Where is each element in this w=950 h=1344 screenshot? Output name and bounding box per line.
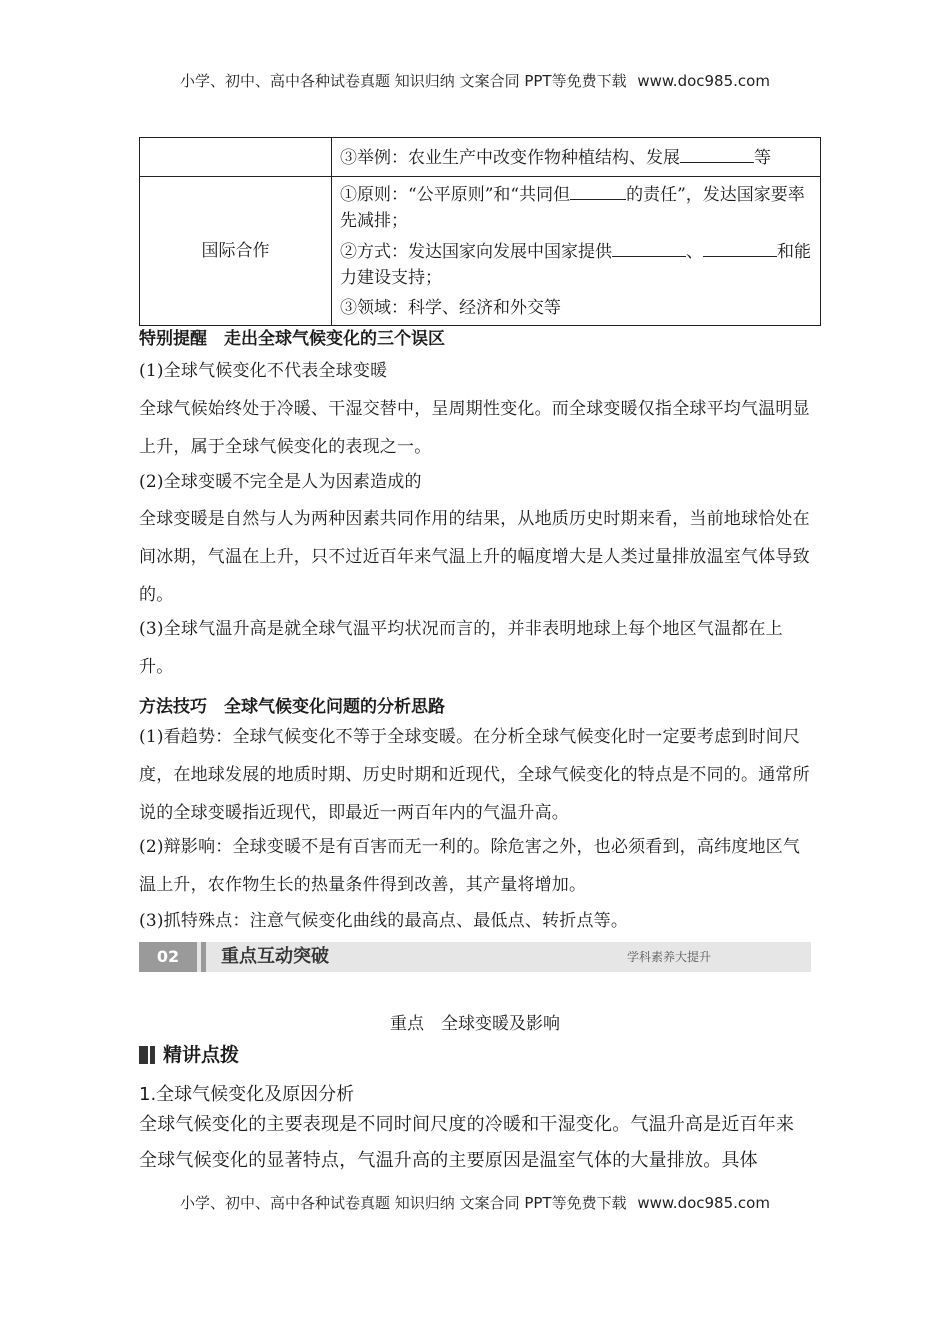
blank-line	[703, 238, 777, 257]
page-header	[0, 70, 950, 91]
table-cell	[332, 177, 821, 326]
banner-divider	[201, 942, 206, 972]
table-cell: ③举例：农业生产中改变作物种植结构、发展 等	[332, 138, 821, 177]
table-label-empty	[140, 138, 332, 177]
banner-subtitle: 学科素养大提升	[626, 950, 711, 964]
header-site: www.doc985.com	[637, 72, 770, 90]
blank-line	[680, 144, 754, 163]
focus-title: 重点 全球变暖及影响	[390, 1014, 560, 1034]
reminder-p2-title: (2)全球变暖不完全是人为因素造成的	[139, 472, 422, 492]
footer-site: www.doc985.com	[637, 1194, 770, 1212]
section-marker-icon	[139, 1046, 148, 1064]
reminder-p3: (3)全球气温升高是就全球气温平均状况而言的，并非表明地球上每个地区气温都在上升。	[139, 619, 783, 677]
table-row	[140, 177, 821, 326]
method-p3: (3)抓特殊点：注意气候变化曲线的最高点、最低点、转折点等。	[139, 911, 629, 931]
reminder-heading: 特别提醒 走出全球气候变化的三个误区	[139, 329, 445, 349]
measures-table	[139, 137, 821, 326]
principle-item: ①原则：“公平原则”和“共同但 的责任”，发达国家要率先减排；	[340, 179, 812, 236]
page-footer	[0, 1192, 950, 1213]
method-p2: (2)辩影响：全球变暖不是有百害而无一利的。除危害之外，也必须看到，高纬度地区气温上升，农作物生长的热量条件得到改善，其产量将增加。	[139, 837, 801, 895]
blank-line	[570, 181, 626, 200]
method-p1: (1)看趋势：全球气候变化不等于全球变暖。在分析全球气候变化时一定要考虑到时间尺度，在地球发展的地质时期、历史时期和近现代，全球气候变化的特点是不同的。通常所说的全球变暖指近现代，即最近一两百年内的气温升高。	[139, 727, 810, 823]
method-heading: 方法技巧 全球气候变化问题的分析思路	[139, 697, 445, 717]
section-marker-icon	[150, 1046, 155, 1064]
method-item: ②方式：发达国家向发展中国家提供 、 和能力建设支持；	[340, 236, 812, 293]
footer-text: 小学、初中、高中各种试卷真题 知识归纳 文案合同 PPT等免费下载	[180, 1194, 627, 1212]
banner-number: 02	[139, 942, 197, 972]
table-row	[140, 138, 821, 177]
field-item: ③领域：科学、经济和外交等	[340, 298, 561, 318]
blank-line	[612, 238, 686, 257]
reminder-p1-body: 全球气候始终处于冷暖、干湿交替中，呈周期性变化。而全球变暖仅指全球平均气温明显上升，属于全球气候变化的表现之一。	[139, 399, 810, 457]
reminder-p1-title: (1)全球气候变化不代表全球变暖	[139, 361, 388, 381]
sub1-body: 全球气候变化的主要表现是不同时间尺度的冷暖和干湿变化。气温升高是近百年来全球气候变化的显著特点，气温升高的主要原因是温室气体的大量排放。具体	[139, 1114, 795, 1171]
banner-title: 重点互动突破	[221, 946, 329, 967]
table-label: 国际合作	[140, 177, 332, 326]
header-text: 小学、初中、高中各种试卷真题 知识归纳 文案合同 PPT等免费下载	[180, 72, 627, 90]
reminder-p2-body: 全球变暖是自然与人为两种因素共同作用的结果，从地质历史时期来看，当前地球恰处在间冰期，气温在上升，只不过近百年来气温上升的幅度增大是人类过量排放温室气体导致的。	[139, 509, 810, 605]
sub1-heading: 1.全球气候变化及原因分析	[139, 1084, 355, 1105]
section-title: 精讲点拨	[139, 1040, 239, 1067]
section-banner	[139, 942, 811, 972]
